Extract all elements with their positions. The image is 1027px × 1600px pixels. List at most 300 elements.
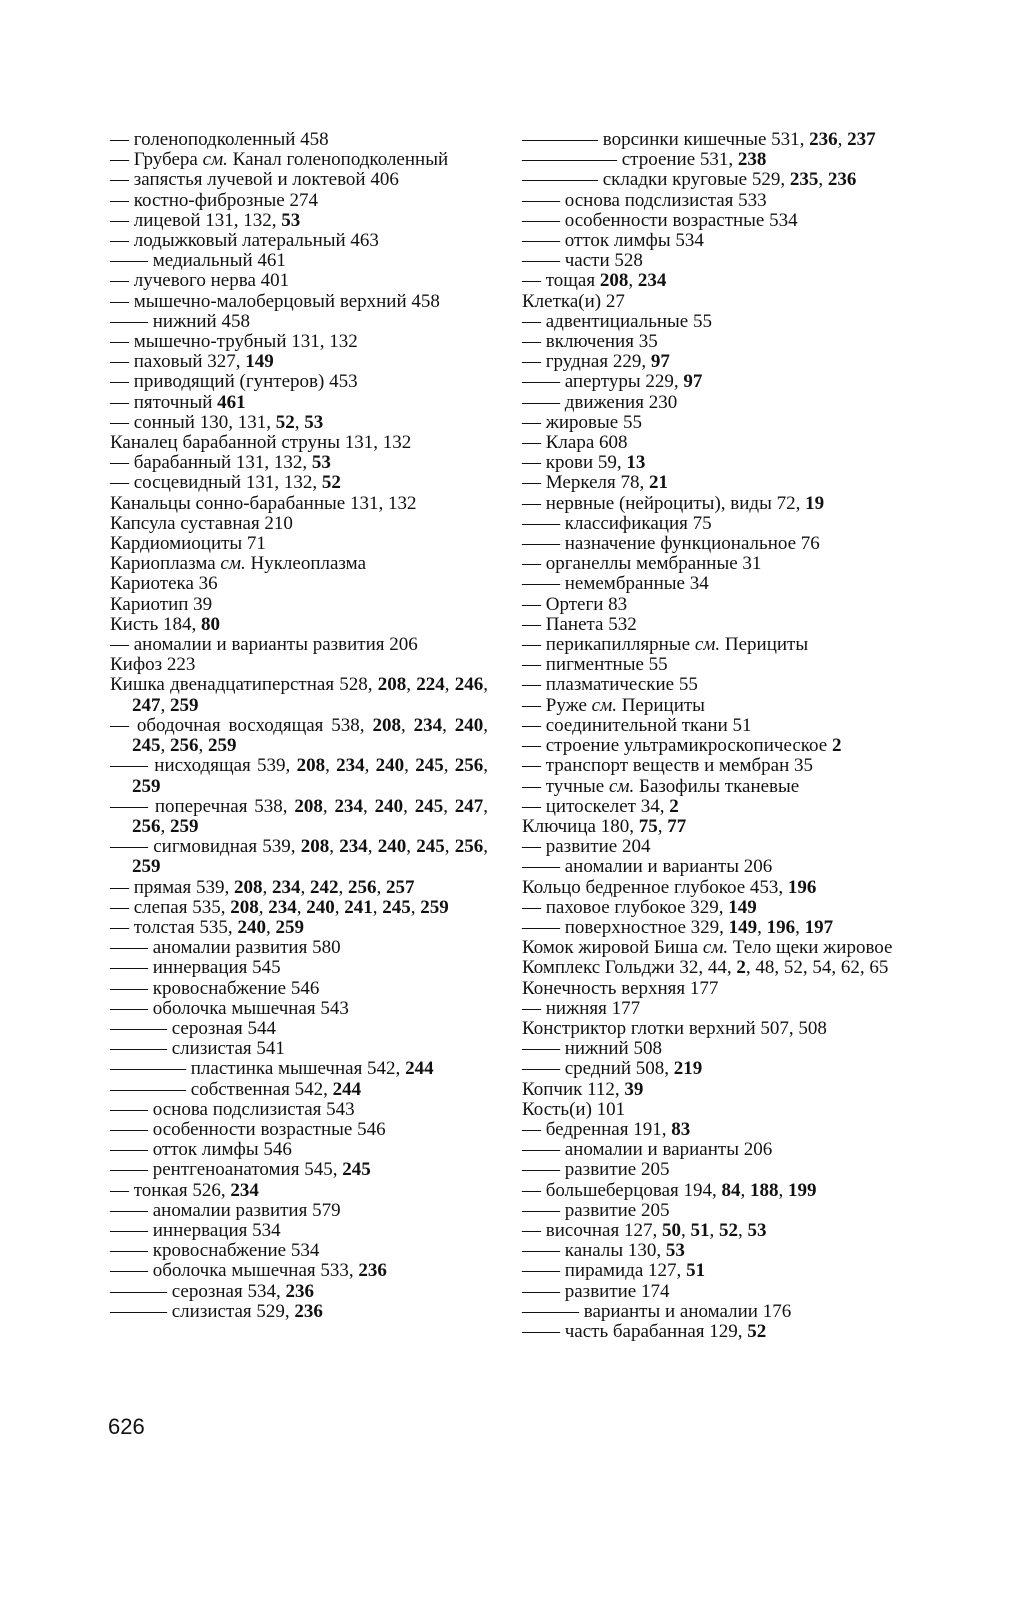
page-ref-bold: 256 [454,755,484,777]
entry-text: —— рентгеноанатомия 545, [110,1159,343,1181]
cross-ref-marker: см. [591,694,617,716]
index-entry [110,494,488,514]
page-ref-bold: 19 [805,492,825,514]
entry-text: , [837,129,848,150]
page-ref-bold: 245 [416,836,445,858]
page-ref-bold: 53 [304,411,324,433]
index-entry [110,1039,488,1059]
page-ref-bold: 234 [230,1179,259,1201]
page-ref-bold: 13 [626,452,646,474]
index-entry [110,756,488,796]
page-ref-bold: 245 [415,755,444,777]
cross-ref-marker: см. [202,149,228,171]
index-entry [522,635,900,655]
entry-text: —— отток лимфы 534 [522,230,704,252]
page-ref-bold: 256 [454,836,484,858]
page-ref-bold: 199 [788,1179,817,1201]
entry-text: — приводящий (гунтеров) 453 [110,371,358,393]
page-ref-bold: 245 [382,896,411,918]
entry-text: Кариоплазма [110,553,221,575]
index-entry [110,1140,488,1160]
index-entry [110,797,488,837]
index-entry [522,938,900,958]
entry-text: , [372,896,383,918]
entry-text: , [262,876,272,898]
entry-text: , [198,735,208,757]
page-ref-bold: 234 [334,795,363,817]
entry-text: , [334,896,345,918]
entry-text: , [737,1219,748,1241]
entry-text: ——— слизистая 541 [110,1038,285,1060]
entry-text: ————— строение 531, [522,149,738,171]
entry-text: , [443,795,455,817]
page-ref-bold: 259 [275,916,304,938]
page-ref-bold: 246 [454,674,484,696]
page-ref-bold: 240 [374,795,404,817]
entry-text: , [400,714,414,736]
entry-text: —— развитие 205 [522,1159,670,1181]
index-entry [522,534,900,554]
entry-text: —— апертуры 229, [522,371,684,393]
entry-text: Кифоз 223 [110,654,196,676]
page-ref-bold: 235 [789,169,819,191]
index-entry [522,453,900,473]
entry-text: —— классификация 75 [522,512,712,534]
index-entry [522,1080,900,1100]
index-entry [110,837,488,877]
page-ref-bold: 259 [132,856,161,878]
entry-text: —— части 528 [522,250,643,272]
index-entry [522,595,900,615]
entry-text: Кольцо бедренное глубокое 453, [522,876,788,898]
entry-text: — барабанный 131, 132, [110,452,312,474]
index-entry [110,433,488,453]
page-ref-bold: 256 [170,735,199,757]
page-ref-bold: 244 [405,1058,434,1080]
entry-text: Комок жировой Биша [522,937,703,959]
page-ref-bold: 219 [673,1058,703,1080]
index-entry [110,271,488,291]
page-ref-bold: 97 [650,351,670,373]
index-entry [110,999,488,1019]
page-ref-bold: 77 [667,815,687,837]
entry-text: —— аномалии развития 579 [110,1199,341,1221]
index-entry [110,514,488,534]
entry-text: , [483,795,489,817]
entry-text: , [294,411,305,433]
entry-text: —— особенности возрастные 534 [522,209,798,231]
index-entry [522,655,900,675]
index-entry [522,413,900,433]
index-entry [110,251,488,271]
index-entry [522,777,900,797]
index-entry [110,675,488,715]
page-ref-bold: 237 [847,129,876,150]
entry-text: , [265,916,276,938]
index-column-left [110,130,488,1322]
entry-text: , [338,876,348,898]
entry-text: — слепая 535, [110,896,231,918]
entry-text: — нервные (нейроциты), виды 72, [522,492,806,514]
entry-text: — Ортеги 83 [522,593,628,615]
index-entry [522,756,900,776]
page-ref-bold: 84 [721,1179,741,1201]
entry-text: , [376,876,386,898]
index-entry [522,1019,900,1039]
page-ref-bold: 149 [728,916,758,938]
page-ref-bold: 52 [321,472,341,494]
entry-text: , [444,674,455,696]
entry-text: —— иннервация 545 [110,957,281,979]
index-entry [110,878,488,898]
page-ref-bold: 149 [245,351,274,373]
page-ref-bold: 196 [766,916,796,938]
page-ref-bold: 149 [728,896,757,918]
index-entry [110,898,488,918]
entry-text: , [364,755,376,777]
entry-text: ——— серозная 534, [110,1280,286,1302]
index-entry [110,1241,488,1261]
index-entry [522,554,900,574]
page-ref-bold: 196 [787,876,817,898]
index-entry [110,938,488,958]
index-entry [110,979,488,999]
page-ref-bold: 240 [375,755,405,777]
index-entry [110,170,488,190]
entry-text: — тучные [522,775,609,797]
index-entry [522,1201,900,1221]
index-column-right [522,130,900,1342]
entry-text: — строение ультрамикроскопическое [522,735,832,757]
page-ref-bold: 80 [201,613,220,635]
entry-text: — перикапиллярные [522,634,695,656]
index-entry [522,130,900,150]
entry-text: Канал голеноподколенный [227,149,449,171]
index-entry [522,1140,900,1160]
page-ref-bold: 208 [377,674,407,696]
index-entry [522,615,900,635]
index-entry [522,574,900,594]
entry-text: —— нижний 508 [522,1038,662,1060]
page-ref-bold: 259 [170,694,199,716]
entry-text: — мышечно-малоберцовый верхний 458 [110,290,440,312]
index-entry [522,918,900,938]
index-entry [522,372,900,392]
entry-text: , [406,674,417,696]
entry-text: ——— серозная 544 [110,1017,276,1039]
entry-text: — пигментные 55 [522,654,668,676]
cross-ref-marker: см. [694,634,721,656]
index-entry [522,514,900,534]
index-entry [522,797,900,817]
index-entry [522,675,900,695]
entry-text: ——— варианты и аномалии 176 [522,1300,792,1322]
entry-text: — запястья лучевой и локтевой 406 [110,169,399,191]
entry-text: Перициты [720,634,809,656]
index-entry [522,1160,900,1180]
index-entry [522,292,900,312]
index-entry [110,231,488,251]
page-ref-bold: 240 [454,714,484,736]
page-ref-bold: 234 [339,836,368,858]
index-entry [522,1221,900,1241]
page-ref-bold: 236 [358,1260,387,1282]
entry-text: Нуклеоплазма [245,553,366,575]
entry-text: — крови 59, [522,452,627,474]
entry-text: , [483,674,488,696]
entry-text: —— аномалии и варианты 206 [522,856,773,878]
entry-text: — соединительной ткани 51 [522,714,752,736]
page-ref-bold: 83 [671,1118,691,1140]
index-entry [110,574,488,594]
entry-text: —— отток лимфы 546 [110,1139,292,1161]
entry-text: , [628,270,638,292]
index-entry [522,1120,900,1140]
entry-text: —— немембранные 34 [522,573,709,595]
entry-text: —— сигмовидная 539, [110,836,301,858]
entry-text: — тонкая 526, [110,1179,231,1201]
page-ref-bold: 241 [344,896,373,918]
entry-text: Ключица 180, [522,815,639,837]
entry-text: , [444,836,455,858]
index-entry [522,473,900,493]
entry-text: — Клара 608 [522,432,628,454]
entry-text: , [657,815,668,837]
entry-text: — костно-фиброзные 274 [110,189,318,211]
index-entry [110,534,488,554]
entry-text: —— особенности возрастные 546 [110,1118,386,1140]
entry-text: — большеберцовая 194, [522,1179,722,1201]
entry-text: Кардиомиоциты 71 [110,533,266,555]
entry-text: — аномалии и варианты развития 206 [110,634,418,656]
entry-text: , [322,795,335,817]
entry-text: — Панета 532 [522,613,637,635]
entry-text: , [300,876,310,898]
entry-text: — грудная 229, [522,351,651,373]
entry-text: Конечность верхняя 177 [522,977,719,999]
page-ref-bold: 50 [661,1219,681,1241]
index-entry [522,1322,900,1342]
index-entry [110,1201,488,1221]
index-entry [110,130,488,150]
page-ref-bold: 21 [649,472,668,494]
entry-text: — включения 35 [522,331,658,353]
index-entry [522,332,900,352]
index-entry [110,150,488,170]
entry-text: Капсула суставная 210 [110,512,293,534]
page-ref-bold: 245 [414,795,444,817]
entry-text: , [818,169,828,191]
entry-text: ——— слизистая 529, [110,1300,295,1322]
page-ref-bold: 208 [294,795,323,817]
entry-text: — сосцевидный 131, 132, [110,472,322,494]
page-ref-bold: 244 [332,1078,362,1100]
entry-text: — ободочная восходящая 538, [110,714,373,736]
index-entry [522,736,900,756]
entry-text: —— движения 230 [522,391,678,413]
entry-text: —— иннервация 534 [110,1219,281,1241]
page-ref-bold: 236 [294,1300,323,1322]
entry-text: , [709,1219,719,1241]
index-entry [110,191,488,211]
index-entry [110,1282,488,1302]
entry-text: —— развитие 205 [522,1199,670,1221]
index-entry [110,1302,488,1322]
index-entry [522,696,900,716]
index-entry [110,292,488,312]
page-ref-bold: 234 [336,755,365,777]
entry-text: —— поверхностное 329, [522,916,729,938]
index-entry [110,716,488,756]
index-entry [522,1261,900,1281]
page-ref-bold: 257 [385,876,415,898]
entry-text: ———— собственная 542, [110,1078,333,1100]
entry-text: — бедренная 191, [522,1118,672,1140]
page-ref-bold: 208 [233,876,263,898]
entry-text: — Руже [522,694,592,716]
index-entry [522,1039,900,1059]
page-ref-bold: 208 [296,755,326,777]
entry-text: —— медиальный 461 [110,250,286,272]
page-ref-bold: 2 [736,957,746,979]
index-entry [110,372,488,392]
entry-text: —— оболочка мышечная 533, [110,1260,359,1282]
page-ref-bold: 234 [271,876,301,898]
page-ref-bold: 208 [599,270,629,292]
page-ref-bold: 245 [342,1159,371,1181]
index-entry [522,979,900,999]
index-entry [522,251,900,271]
index-entry [110,1100,488,1120]
index-entry [110,1019,488,1039]
index-entry [522,716,900,736]
entry-text: , [778,1179,789,1201]
page-ref-bold: 53 [281,209,301,231]
entry-text: , [258,896,269,918]
page-ref-bold: 53 [665,1240,685,1262]
entry-text: — органеллы мембранные 31 [522,553,762,575]
index-entry [522,898,900,918]
entry-text: — паховый 327, [110,351,246,373]
page-ref-bold: 224 [416,674,445,696]
page-ref-bold: 75 [638,815,658,837]
index-entry [522,999,900,1019]
index-entry [522,857,900,877]
entry-text: — нижняя 177 [522,997,641,1019]
entry-text: , [483,714,489,736]
index-entry [522,1282,900,1302]
entry-text: — плазматические 55 [522,674,698,696]
entry-text: — лучевого нерва 401 [110,270,290,292]
entry-text: , [404,755,416,777]
index-entry [522,494,900,514]
entry-text: , [795,916,805,938]
page-ref-bold: 2 [831,735,842,757]
entry-text: —— аномалии и варианты 206 [522,1139,773,1161]
index-entry [522,817,900,837]
entry-text: , [329,836,340,858]
index-entry [522,1100,900,1120]
entry-text: , [757,916,767,938]
entry-text: , [160,815,170,837]
page-ref-bold: 53 [747,1219,767,1241]
page-ref-bold: 197 [804,916,834,938]
entry-text: ———— пластинка мышечная 542, [110,1058,406,1080]
index-entry [522,878,900,898]
page-ref-bold: 236 [285,1280,314,1302]
entry-text: Комплекс Гольджи 32, 44, [522,957,737,979]
entry-text: —— нисходящая 539, [110,755,297,777]
entry-text: —— развитие 174 [522,1280,670,1302]
entry-text: , [160,694,170,716]
entry-text: ———— складки круговые 529, [522,169,790,191]
entry-text: —— нижний 458 [110,310,250,332]
page-ref-bold: 259 [420,896,449,918]
page-ref-bold: 242 [309,876,339,898]
entry-text: , [296,896,307,918]
index-entry [522,393,900,413]
index-entry [110,1181,488,1201]
page-ref-bold: 259 [170,815,199,837]
index-entry [110,453,488,473]
entry-text: —— основа подслизистая 543 [110,1098,355,1120]
entry-text: Каналец барабанной струны 131, 132 [110,432,412,454]
entry-text: Констриктор глотки верхний 507, 508 [522,1017,827,1039]
index-entry [522,433,900,453]
entry-text: —— средний 508, [522,1058,674,1080]
index-entry [110,554,488,574]
index-entry [110,413,488,433]
entry-text: — адвентициальные 55 [522,310,712,332]
page-ref-bold: 188 [750,1179,779,1201]
index-entry [110,332,488,352]
index-entry [110,1160,488,1180]
page-ref-bold: 236 [827,169,857,191]
index-entry [110,1080,488,1100]
entry-text: , 48, 52, 54, 62, 65 [745,957,889,979]
entry-text: — транспорт веществ и мембран 35 [522,755,813,777]
index-entry [110,615,488,635]
index-entry [110,1221,488,1241]
entry-text: , [443,755,455,777]
entry-text: —— назначение функциональное 76 [522,533,820,555]
page-ref-bold: 247 [132,694,161,716]
entry-text: — жировые 55 [522,411,642,433]
entry-text: , [410,896,421,918]
entry-text: , [483,836,489,858]
index-entry [110,918,488,938]
entry-text: Клетка(и) 27 [522,290,625,312]
entry-text: Базофилы тканевые [634,775,800,797]
page-ref-bold: 51 [690,1219,710,1241]
entry-text: — сонный 130, 131, [110,411,276,433]
index-entry [522,312,900,332]
cross-ref-marker: см. [220,553,246,575]
entry-text: , [367,836,378,858]
entry-text: — толстая 535, [110,916,238,938]
entry-text: — прямая 539, [110,876,234,898]
entry-text: Кариотип 39 [110,593,213,615]
entry-text: —— аномалии развития 580 [110,937,341,959]
entry-text: — тощая [522,270,600,292]
page-ref-bold: 52 [747,1320,767,1342]
index-entry [522,352,900,372]
entry-text: Кариотека 36 [110,573,218,595]
entry-text: — височная 127, [522,1219,662,1241]
index-entry [522,211,900,231]
page-ref-bold: 238 [737,149,767,171]
entry-text: — лицевой 131, 132, [110,209,282,231]
